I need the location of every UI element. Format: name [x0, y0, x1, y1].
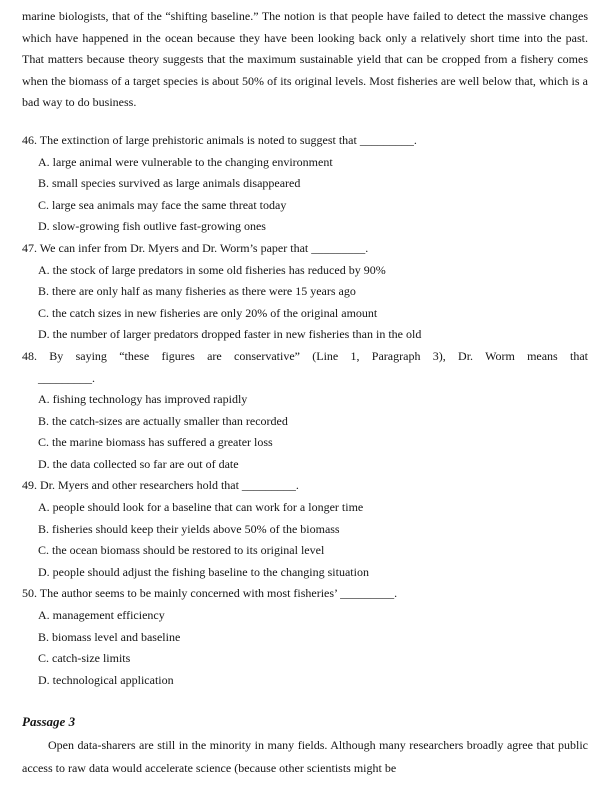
question-number: 46.: [22, 132, 37, 147]
question-46: [22, 130, 588, 238]
question-section: [22, 130, 588, 691]
question-stem: [22, 475, 588, 497]
answer-option-d: D. the number of larger predators dropped faster in new fisheries than in the old: [38, 327, 422, 342]
answer-option-a: A. the stock of large predators in some old fisheries has reduced by 90%: [38, 262, 386, 277]
question-text: By saying “these figures are conservative” (Line 1, Paragraph 3), Dr. Worm means that: [49, 348, 589, 363]
question-stem: [22, 130, 588, 152]
answer-option-c: C. the marine biomass has suffered a greater loss: [38, 435, 273, 450]
answer-option-d: D. technological application: [38, 672, 174, 687]
question-47: [22, 238, 588, 346]
answer-option-a: A. management efficiency: [38, 608, 165, 623]
passage-3-paragraph: Open data-sharers are still in the minority in many fields. Although many researchers broadly agree that public access to raw data would accelerate science (because other scientists might be: [22, 738, 588, 775]
answer-option-c: C. catch-size limits: [38, 651, 131, 666]
question-number: 50.: [22, 586, 37, 601]
answer-option-d: D. the data collected so far are out of date: [38, 456, 239, 471]
answer-option-b: B. biomass level and baseline: [38, 629, 181, 644]
intro-paragraph: marine biologists, that of the “shifting baseline.” The notion is that people have failed to detect the massive changes which have happened in the ocean because they have been looking back only a relatively short time into the past. That matters because theory suggests that the maximum sustainable yield that can be cropped from a fishery comes when the biomass of a target species is about 50% of its original levels. Most fisheries are well below that, which is a bad way to do business.: [22, 9, 588, 110]
answer-option-a: A. people should look for a baseline that can work for a longer time: [38, 500, 364, 515]
question-text: The author seems to be mainly concerned with most fisheries’ _________.: [39, 586, 398, 601]
answer-option-c: C. large sea animals may face the same threat today: [38, 197, 287, 212]
answer-option-c: C. the catch sizes in new fisheries are only 20% of the original amount: [38, 305, 378, 320]
question-number: 47.: [22, 240, 37, 255]
answer-option-d: D. slow-growing fish outlive fast-growing ones: [38, 219, 266, 234]
answer-option-b: B. fisheries should keep their yields above 50% of the biomass: [38, 521, 340, 536]
question-text: We can infer from Dr. Myers and Dr. Worm’s paper that _________.: [39, 240, 369, 255]
question-text: The extinction of large prehistoric animals is noted to suggest that _________.: [39, 132, 417, 147]
question-49: [22, 475, 588, 583]
passage-3-heading: Passage 3: [22, 714, 76, 730]
question-50: [22, 583, 588, 691]
question-number: 49.: [22, 478, 37, 493]
answer-option-b: B. the catch-sizes are actually smaller than recorded: [38, 413, 288, 428]
answer-option-d: D. people should adjust the fishing baseline to the changing situation: [38, 564, 369, 579]
answer-option-a: A. fishing technology has improved rapidly: [38, 392, 248, 407]
answer-option-c: C. the ocean biomass should be restored to its original level: [38, 543, 325, 558]
question-blank-line: _________.: [38, 370, 95, 385]
question-number: 48.: [22, 348, 37, 363]
answer-option-b: B. there are only half as many fisheries as there were 15 years ago: [38, 284, 356, 299]
question-stem: [22, 238, 588, 260]
answer-option-a: A. large animal were vulnerable to the changing environment: [38, 154, 333, 169]
question-text: Dr. Myers and other researchers hold that _________.: [40, 478, 299, 493]
question-stem: [22, 583, 588, 605]
question-48: [22, 346, 588, 476]
question-stem: [22, 346, 588, 368]
answer-option-b: B. small species survived as large animals disappeared: [38, 176, 301, 191]
